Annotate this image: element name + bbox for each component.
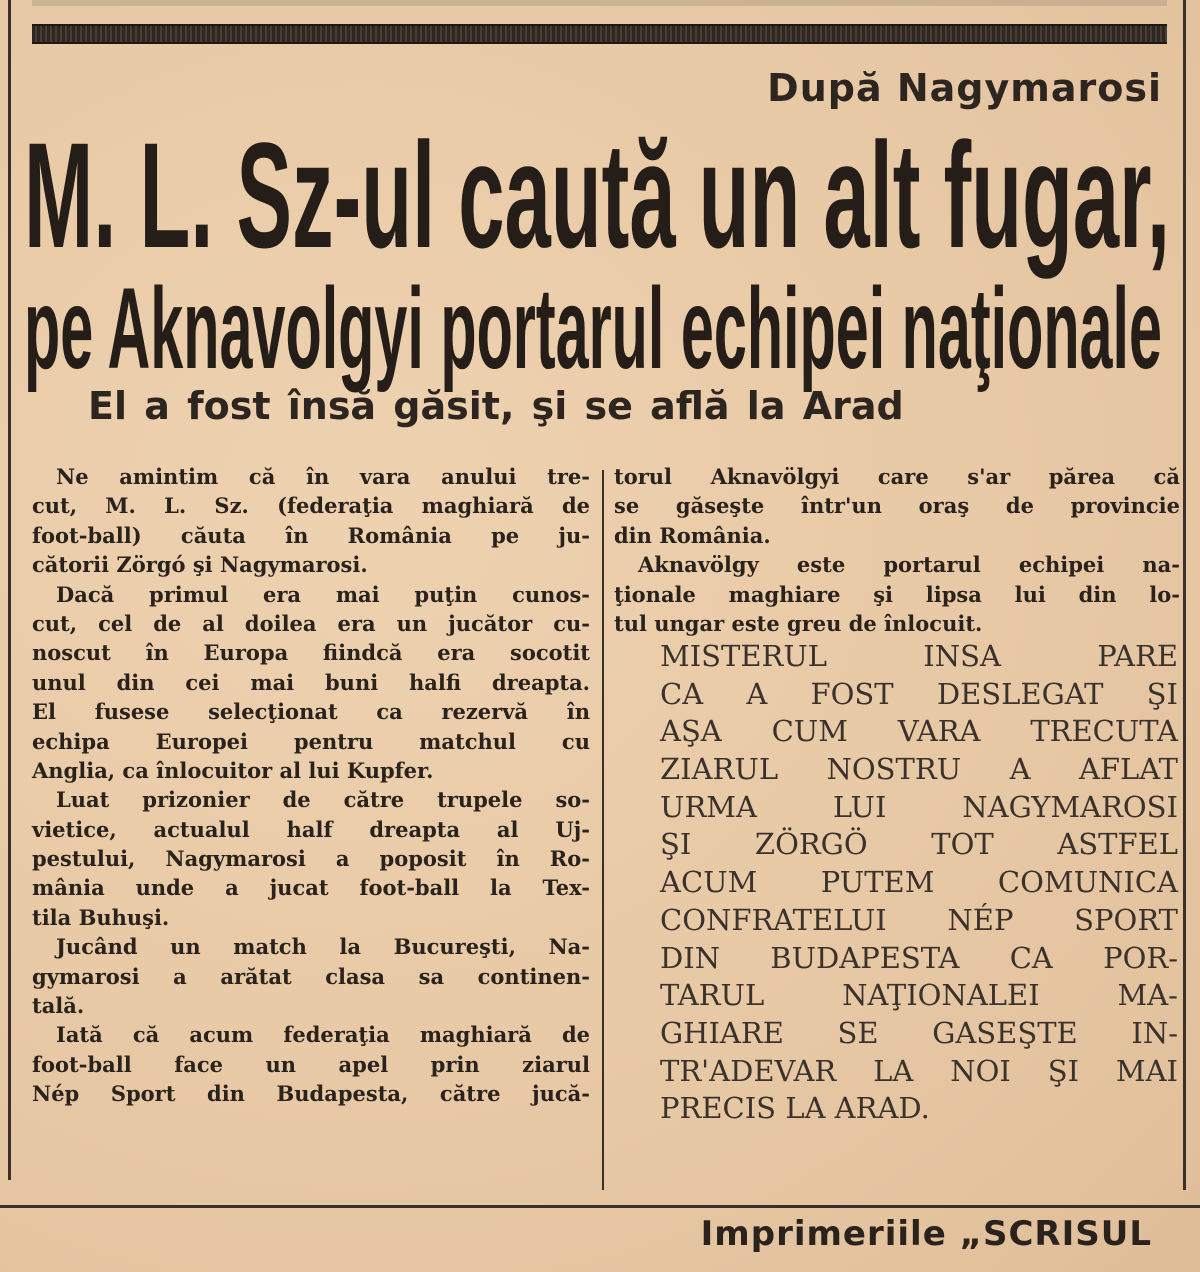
article-uppercase-block [660, 638, 1178, 1128]
text-line: Aknavölgy este portarul echipei na- [638, 552, 1180, 578]
text-line: TARUL NAŢIONALEI MA- [660, 978, 1178, 1013]
text-line: mânia unde a jucat foot-ball la Tex- [32, 875, 590, 901]
text-line: cătorii Zörgó şi Nagymarosi. [32, 552, 368, 578]
text-line: GHIARE SE GASEŞTE IN- [660, 1015, 1178, 1050]
text-line: vietice, actualul half dreapta al Uj- [32, 816, 590, 842]
text-line: gymarosi a arătat clasa sa continen- [32, 963, 590, 989]
top-edge-strip [32, 0, 1167, 6]
text-line: Jucând un match la Bucureşti, Na- [56, 934, 590, 960]
text-line: Anglia, ca înlocuitor al lui Kupfer. [32, 757, 434, 783]
text-line: din România. [614, 522, 771, 548]
text-line: foot-ball face un apel prin ziarul [32, 1051, 590, 1077]
text-line: cut, M. L. Sz. (federaţia maghiară de [32, 493, 590, 519]
headline-second-line: pe Aknavolgyi portarul echipei naţionale [24, 265, 1162, 393]
text-line: Luat prizonier de către trupele so- [56, 787, 590, 813]
text-line: unul din cei mai buni halfi dreapta. [32, 669, 590, 695]
text-line: tila Buhuşi. [32, 904, 170, 930]
column-separator [602, 470, 604, 1190]
article-column-left [32, 462, 590, 1109]
text-line: CA A FOST DESLEGAT ŞI [660, 676, 1178, 711]
bottom-rule [0, 1205, 1200, 1208]
text-line: Ne amintim că în vara anului tre- [56, 464, 590, 489]
text-line: TR'ADEVAR LA NOI ŞI MAI [660, 1053, 1178, 1088]
text-line: AŞA CUM VARA TRECUTA [660, 714, 1178, 749]
text-line: tală. [32, 993, 85, 1019]
text-line: tul ungar este greu de înlocuit. [614, 610, 983, 636]
left-border-rule [8, 0, 11, 1180]
text-line: ţionale maghiare şi lipsa lui din lo- [614, 581, 1180, 607]
printer-credit: Imprimeriile „SCRISUL [700, 1214, 1152, 1254]
text-line: DIN BUDAPESTA CA POR- [660, 940, 1178, 975]
text-line: El fusese selecţionat ca rezervă în [32, 699, 590, 725]
text-line: echipa Europei pentru matchul cu [32, 728, 590, 754]
text-line: se găseşte într'un oraş de provincie [614, 493, 1180, 519]
text-line: Dacă primul era mai puţin cunos- [56, 581, 590, 607]
text-line: PRECIS LA ARAD. [660, 1091, 930, 1126]
top-decorative-rule [32, 24, 1167, 44]
text-line: foot-ball) căuta în România pe ju- [32, 522, 590, 548]
kicker-heading: După Nagymarosi [767, 66, 1162, 110]
text-line: MISTERUL INSA PARE [660, 639, 1178, 673]
text-line: cut, cel de al doilea era un jucător cu- [32, 610, 590, 636]
text-line: Nép Sport din Budapesta, către jucă- [32, 1081, 590, 1107]
text-line: torul Aknavölgyi care s'ar părea că [614, 464, 1180, 489]
text-line: noscut în Europa fiindcă era socotit [32, 640, 590, 666]
right-border-rule [1183, 0, 1186, 1190]
text-line: CONFRATELUI NÉP SPORT [660, 902, 1178, 937]
text-line: ACUM PUTEM COMUNICA [660, 865, 1178, 900]
headline: M. L. Sz-ul caută un alt fugar, [24, 111, 1170, 279]
text-line: pestului, Nagymarosi a poposit în Ro- [32, 846, 590, 872]
text-line: ZIARUL NOSTRU A AFLAT [660, 752, 1178, 787]
text-line: ŞI ZÖRGÖ TOT ASTFEL [660, 827, 1178, 862]
subheadline: El a fost însă găsit, şi se află la Arad [88, 384, 904, 428]
text-line: Iată că acum federaţia maghiară de [56, 1022, 590, 1048]
text-line: URMA LUI NAGYMAROSI [660, 789, 1178, 824]
article-column-right [614, 462, 1180, 638]
